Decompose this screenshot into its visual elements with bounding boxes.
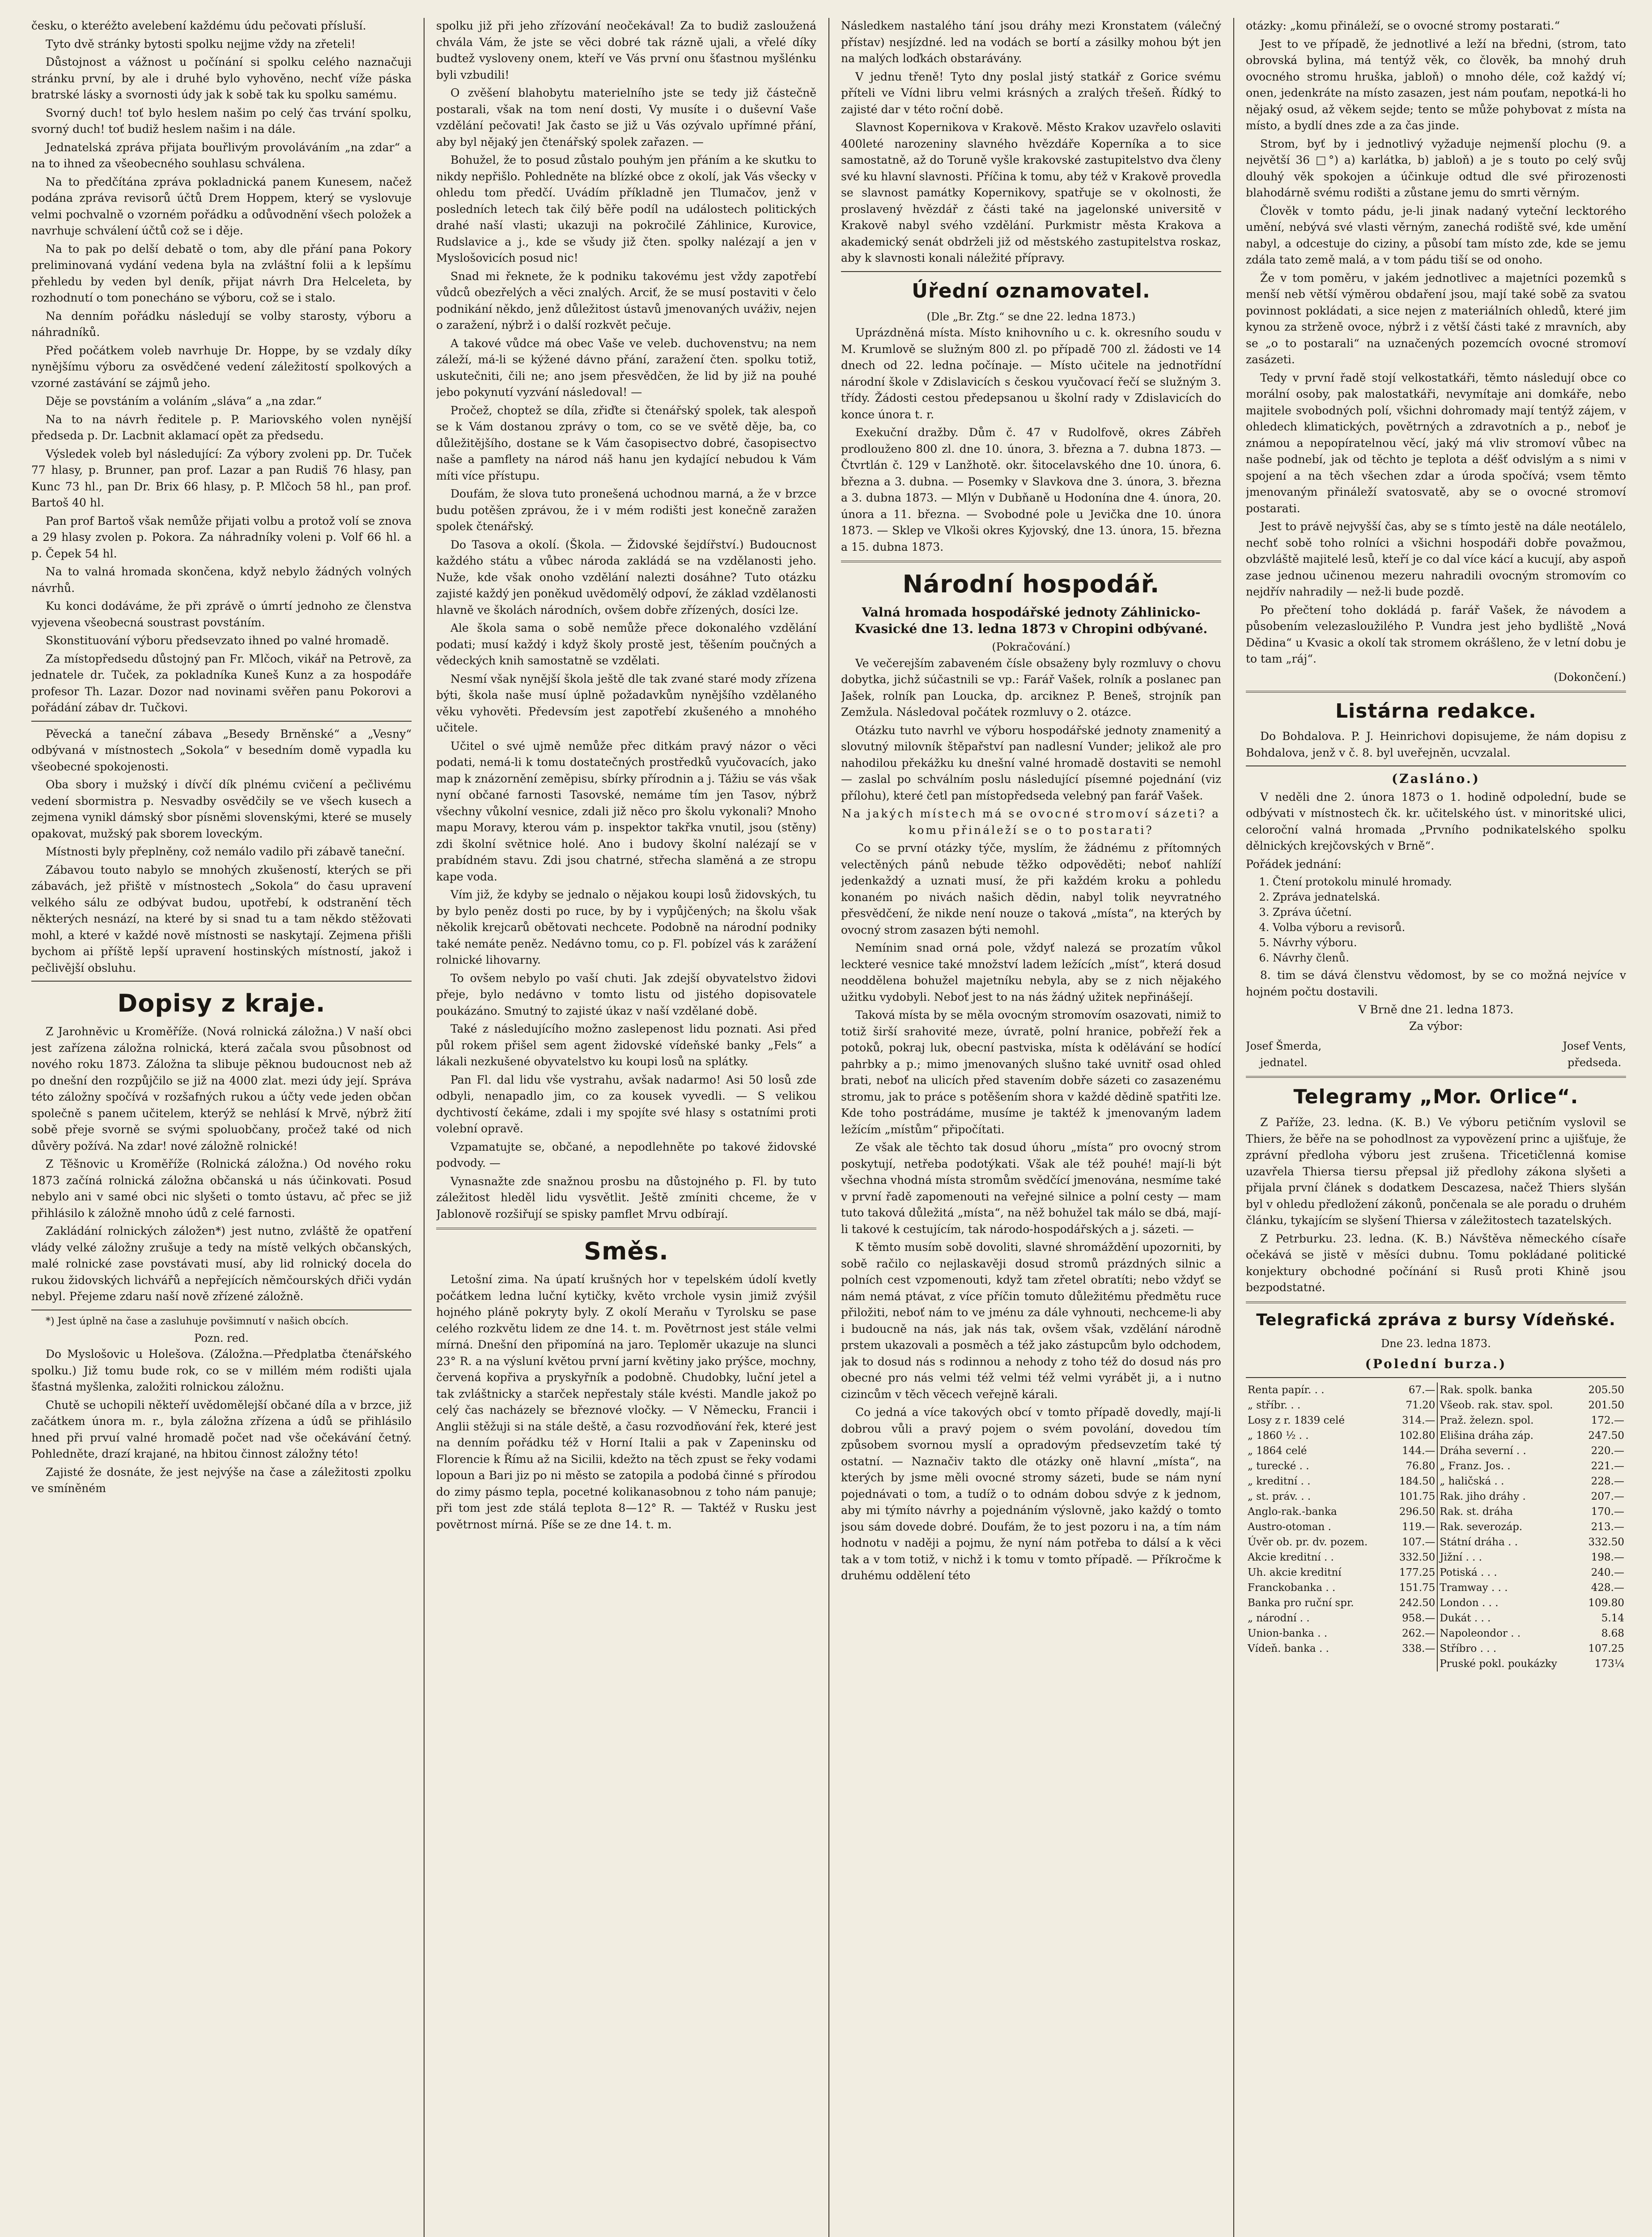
paragraph: V jednu třeně! Tyto dny poslal jistý statkář z Gorice svému příteli ve Vídni libru velmi krásných a zralých třešeň. Řídký to zajisté dar v této roční době. — [841, 70, 1221, 116]
bursa-value: 177.25 — [1399, 1566, 1435, 1578]
bursa-name: „ haličská . . — [1437, 1474, 1580, 1489]
bursa-row — [1246, 1550, 1626, 1565]
signatory-role: jednatel. — [1260, 1056, 1308, 1069]
paragraph: Na to na návrh ředitele p. P. Mariovského volen nynější předseda p. Dr. Lacbnit aklamací opět za předsedu. — [31, 413, 412, 442]
paragraph: Tyto dvě stránky bytosti spolku nejjme vždy na zřeteli! — [46, 37, 356, 51]
paragraph: Snad mi řeknete, že k podniku takovému jest vždy zapotřebí vůdců obezřelých a věci znalých. Arciť, že se musí postaviti v čelo podnikání někdo, jenž důležitost ústavů jmenovaných uváživ, nejen o zaražení, nýbrž i o další rozkvět pečuje. — [436, 269, 816, 332]
bursa-value: 71.20 — [1406, 1399, 1435, 1411]
section-heading-bursa: Telegrafická zpráva z bursy Vídeňské. — [1256, 1310, 1616, 1329]
bursa-row — [1246, 1413, 1626, 1428]
paragraph: Na denním pořádku následují se volby starosty, výboru a náhradníků. — [31, 309, 412, 339]
signatory-role: předseda. — [1567, 1056, 1622, 1069]
bursa-name: Franckobanka . . — [1248, 1582, 1336, 1594]
paragraph: Ku konci dodáváme, že při zprávě o úmrtí jednoho ze členstva vyjevena všeobecná soustrast povstáním. — [31, 600, 412, 629]
paragraph: Na to valná hromada skončena, když nebylo žádných volných návrhů. — [31, 565, 412, 595]
bursa-row — [1246, 1489, 1626, 1504]
bursa-value: 240.— — [1591, 1566, 1624, 1578]
bursa-value: 207.— — [1591, 1490, 1624, 1502]
agenda-item: 1. Čtení protokolu minulé hromady. — [1273, 874, 1626, 889]
bursa-name: „ národní . . — [1248, 1612, 1310, 1624]
zaslano-heading: (Zasláno.) — [1392, 771, 1480, 786]
paragraph: Pěvecká a taneční zábava „Besedy Brněnské“ a „Vesny“ odbývaná v místnostech „Sokola“ v besedním domě vypadla ku všeobecné spokojenosti. — [31, 727, 412, 773]
bursa-subheading: (Polední burza.) — [1365, 1357, 1507, 1371]
section-heading-smes: Směs. — [584, 1237, 669, 1265]
agenda-item: 2. Zpráva jednatelská. — [1273, 889, 1626, 905]
paragraph: A takové vůdce má obec Vaše ve veleb. duchovenstvu; na nem záleží, má-li se kýžené dávno přání, zaražení čten. spolku totiž, uskutečniti, čili ne; ano jsem přesvědčen, že lid by již na pouhé jebo pokynutí vyzvání následoval! — — [436, 336, 816, 399]
bursa-row — [1246, 1382, 1626, 1398]
paragraph: Pan prof Bartoš však nemůže přijati volbu a protož volí se znova a 29 hlasy zvolen p. Pokora. Za náhradníky voleni p. Volf 66 hl. a p. Čepek 54 hl. — [31, 514, 412, 560]
column-4 — [1246, 18, 1626, 2237]
notice-signoff: Za výbor: — [1409, 1019, 1463, 1033]
paragraph: Slavnost Kopernikova v Krakově. Město Krakov uzavřelo oslaviti 400leté narozeniny slavného hvězdáře Koperníka a to sice samostatně, až do Toruně vyšle krakovské zastupitelstvo dva členy své ku hlavní slavnosti. Příčina k tomu, aby též v Krakově provedla se slavnost památky Kopernikovy, spatřuje se v okolnosti, že proslavený hvězdář z části také na jagelonské universitě v Krakově nabyl svého vzdělání. Purkmistr města Krakova a akademický senát obdrželi již od městského zastupitelstva roskaz, aby k slavnosti konali náležité přípravy. — [841, 121, 1221, 264]
paragraph: Otázku tuto navrhl ve výboru hospodářské jednoty znamenitý a slovutný milovník štěpařství pan nadlesní Vunder; jelikož ale pro nahodilou překážku ku dnešní valné hromadě dostaviti se nemohl — zaslal po schválním poslu následující písemné pojednání (viz přílohu), které četl pan místopředseda velebný pan farář Vašek. — [841, 723, 1221, 802]
section-subheading: (Pokračování.) — [992, 641, 1070, 653]
bursa-name: Státní dráha . . — [1437, 1535, 1580, 1550]
bursa-row — [1246, 1474, 1626, 1489]
bursa-value: 198.— — [1591, 1551, 1624, 1563]
bursa-value: 213.— — [1591, 1521, 1624, 1533]
bursa-name: Rak. spolk. banka — [1437, 1382, 1580, 1398]
bursa-value: 101.75 — [1399, 1490, 1435, 1502]
bursa-name: Akcie kreditní . . — [1248, 1551, 1334, 1563]
paragraph: Co se první otázky týče, myslím, že žádnému z přítomných velectěných pánů nebude těžko odpověděti; neboť nahlíží jedenkaždý a uznati musí, že při každém kroku a pohledu konaném po nivách našich dědin, nabyl tolik neyvratného přesvědčení, že nikde není nouze o taková „místa“, na kterých by ovocný strom zasazen býti nemohl. — [841, 842, 1221, 936]
bursa-value: 5.14 — [1601, 1612, 1624, 1624]
bursa-value: 107.25 — [1588, 1642, 1624, 1654]
bursa-name: „ turecké . . — [1248, 1460, 1309, 1472]
paragraph: Také z následujícího možno zaslepenost lidu poznati. Asi před půl rokem přišel sem agent židovské vídeňské banky „Fels“ a lákali nezkušené obyvatelstvo ku koupi losů na splátky. — [436, 1022, 816, 1068]
bursa-row — [1246, 1580, 1626, 1595]
paragraph: Bohužel, že to posud zůstalo pouhým jen přáním a ke skutku to nikdy nepřišlo. Pohledněte na blízké obce z okolí, jak Vás všecky v ohledu tom předčí. Uvádím příkladně jen Tlumačov, jenž v posledních letech tak čilý běře podíl na událostech politických drahé naší vlasti; ukazuji na pokročilé Záhlinice, Kurovice, Rudslavice a j., kde se všudy již čten. spolky nalézají a jen v Myslošovicích posud nic! — [436, 153, 816, 264]
section-heading-dopisy: Dopisy z kraje. — [117, 989, 326, 1017]
paragraph: Následkem nastalého tání jsou dráhy mezi Kronstatem (válečný přístav) nesjízdné. led na vodách se bortí a zásilky mohou být jen na malých loďkách obstarávány. — [841, 19, 1221, 65]
bursa-table — [1246, 1382, 1626, 1671]
bursa-value: 338.— — [1402, 1642, 1435, 1654]
bursa-value — [1391, 1656, 1438, 1671]
section-heading-listarna: Listárna redakce. — [1335, 700, 1537, 723]
bursa-name: Renta papír. . . — [1248, 1384, 1325, 1396]
paragraph: Člověk v tomto pádu, je-li jinak nadaný vyteční lecktorého umění, nebývá své vlasti věrným, zanechá rodiště své, kde umění nabyl, a odcestuje do ciziny, a působí tam místo zde, kde se jemu zdála tato země malá, a v tom pádu tiší se od onoho. — [1246, 204, 1626, 266]
bursa-name: „ 1860 ½ . . — [1248, 1429, 1309, 1442]
bursa-name: Dukát . . . — [1437, 1611, 1580, 1626]
bursa-value: 314.— — [1402, 1414, 1435, 1426]
bursa-name: Napoleondor . . — [1437, 1626, 1580, 1641]
bursa-value: 8.68 — [1601, 1627, 1624, 1639]
column-rule — [828, 18, 829, 2237]
bursa-row — [1246, 1428, 1626, 1443]
paragraph: Z Jarohněvic u Kroměříže. (Nová rolnická záložna.) V naší obci jest zařízena záložna rolnická, která začala svou působnost od nového roku 1873. Záložna ta slibuje pěknou budoucnost neb až po dnešní den rozpůjčilo se již na 4000 zlat. mezi údy její. Správa této záložny spočívá v rozšafných rukou a účty vede jeden občan společně s panem učitelem, kterýž se nehlásí k Mrvě, nýbrž žití sobě přeje svorně se svými spoluobčany, pročež také od nich důvěry požívá. Na zdar! nové záložně rolnické! — [31, 1025, 412, 1153]
bursa-name: Pruské pokl. poukázky — [1437, 1656, 1580, 1671]
divider — [436, 1228, 816, 1229]
column-rule — [1233, 18, 1234, 2237]
column-rule — [424, 18, 425, 2237]
paragraph: Taková místa by se měla ovocným stromovím osazovati, nimiž to totiž širší srahovité meze, úvratě, polní hranice, pobřeží řek a potoků, pokraj luk, obecní pastviska, místa k odělávání se hodící pahrbky a p.; mimo jmenovaných slušno také uvnitř osad ohled brati, neboť na ulicích před stavením dobře sázeti co zasazenému stromu, jak to práce s potěšením shora v každé dědině spatřiti lze. Kde toho postrádáme, musíme je taktéž k jmenovaným ladem ležícím „místům“ připočítati. — [841, 1008, 1221, 1136]
paragraph: Doufám, že slova tuto pronešená uchodnou marná, a že v brzce budu potěšen zprávou, že i v mém rodišti jest konečně zaražen spolek čtenářský. — [436, 487, 816, 533]
bursa-row — [1246, 1459, 1626, 1474]
bursa-name: Anglo-rak.-banka — [1248, 1506, 1337, 1518]
bursa-value: 184.50 — [1399, 1475, 1435, 1487]
paragraph: Učitel o své ujmě nemůže přec ditkám pravý názor o věci podati, nemá-li k tomu dostatečných prostředků vyučovacích, jako map k znázornění zeměpisu, sbírky přírodnin a j. Tážiu se vás však nyní občané farnosti Tasovské, nemáme tím jen Tasov, nýbrž všechny vůkolní vesnice, zdali již něco pro školu vykonali? Mnoho mapu Moravy, kterou vám p. inspektor takřka vnutil, jsou (stěny) zdi školní světnice holé. Ano i budovy školní nalézají se v prabídném stavu. Zdi jsou chatrné, střecha slaměná a ze stropu kape voda. — [436, 739, 816, 883]
bursa-row — [1246, 1611, 1626, 1626]
paragraph: Z Petrburku. 23. ledna. (K. B.) Návštěva německého císaře očekává se jistě v měsíci dubnu. Tomu pokládané politické konjektury obchodné počínání si Rusů proti Khině jsou bezpodstatné. — [1246, 1232, 1626, 1294]
bursa-value: 102.80 — [1399, 1429, 1435, 1442]
bursa-value: 172.— — [1591, 1414, 1624, 1426]
paragraph: spolku již při jeho zřízování neočekával! Za to budiž zasloužená chvála Vám, že jste se věci dobré tak rázně ujali, a vřelé díky budtež vysloveny onem, kteří ve Vás první onu šťastnou myšlénku byli vzbudili! — [436, 19, 816, 81]
divider — [31, 981, 412, 982]
paragraph: Uprázdněná místa. Místo knihovního u c. k. okresního soudu v M. Krumlově se služným 800 zl. po případě 700 zl. žádosti ve 14 dnech od 22. ledna počínaje. — Místo učitele na jednotřídní národní škole v Zdislavicích s českou vyučovací řečí se služným 3. třídy. Žádosti cestou předepsanou u školní rady v Zdislavicích do konce února t. r. — [841, 326, 1221, 421]
divider — [1246, 691, 1626, 693]
signatory-name: Josef Šmerda, — [1246, 1040, 1322, 1052]
section-heading-uredni: Úřední oznamovatel. — [912, 279, 1151, 302]
bursa-name: Rak. severozáp. — [1437, 1519, 1580, 1535]
paragraph: Strom, byť by i jednotlivý vyžaduje nejmenší plochu (9. a největší 36 □°) a) karlátka, b) jabloň) a je s touto po celý svůj dlouhý věk spokojen a účinkuje odtud dle své přirozenosti blahodárně svému rodišti a zůstane jemu do smrti věrným. — [1246, 137, 1626, 199]
bursa-name: Elišina dráha záp. — [1437, 1428, 1580, 1443]
bursa-row — [1246, 1443, 1626, 1459]
bursa-name: Všeob. rak. stav. spol. — [1437, 1398, 1580, 1413]
paragraph: Před počátkem voleb navrhuje Dr. Hoppe, by se vzdaly díky nynějšímu výboru za osvědčené vedení záležitostí spolkových a vzorné zastávání se zájmů jeho. — [31, 344, 412, 390]
paragraph: Jednatelská zpráva přijata bouřlivým provoláváním „na zdar“ a na to ihned za všeobecného souhlasu schválena. — [31, 140, 412, 170]
paragraph: Pořádek jednání: — [1246, 857, 1342, 871]
divider — [841, 561, 1221, 562]
bursa-value: 332.50 — [1588, 1536, 1624, 1548]
paragraph: Místnosti byly přeplněny, což nemálo vadilo při zábavě taneční. — [46, 845, 405, 858]
question-heading: Na jakých místech má se ovocné stromoví sázeti? a komu přináleží se o to postarati? — [841, 807, 1221, 837]
notice-date: V Brně dne 21. ledna 1873. — [1358, 1003, 1514, 1016]
paragraph: Z Paříže, 23. ledna. (K. B.) Ve výboru petičním vyslovil se Thiers, že běře na se pohodlnost za vypovězení princ a ujišťuje, že zprávní předloha výboru jest zrušena. Třicetičlenná komise uzavřela Thiersa tiersu přepsal již předlohy zákona slyšeti a přijala první článek s dodatkem Descazesa, načež Thiers slyšán byl v ohledu předložení zákonů, pončenala se ale poradu o druhém článku, tykajícím se slyšení Thiersa v záležitostech tazatelských. — [1246, 1116, 1626, 1227]
bursa-name: „ st. práv. . . — [1248, 1490, 1311, 1502]
bursa-value: 296.50 — [1399, 1506, 1435, 1518]
bursa-value: 67.— — [1408, 1384, 1435, 1396]
bursa-value: 428.— — [1591, 1582, 1624, 1594]
column-1 — [31, 18, 412, 2237]
paragraph: Ve večerejším zabaveném čísle obsaženy byly rozmluvy o chovu dobytka, jichž súčastnili se vp.: Farář Vašek, rolník a poslanec pan Jašek, rolník pan Loucka, dp. arciknez P. Beneš, strojník pan Zemžula. Následoval počátek rozmluvy o 2. otázce. — [841, 656, 1221, 719]
bursa-row — [1246, 1504, 1626, 1519]
paragraph: Zábavou touto nabylo se mnohých zkušeností, kterých se při zábavách, jež přiště v místnostech „Sokola“ do času upravení velkého sálu ze odbývat budou, upotřebí, k odstranění těch některých nesnází, na které by si snad tu a tam někdo stěžovati mohl, a které v každé nově místnosti se naskytají. Zejmena přišli bychom ai příště lepší upravení hostinských místností, jakož i pečlivější obsluhu. — [31, 863, 412, 974]
bursa-name: „ 1864 celé — [1248, 1445, 1307, 1457]
paragraph: Pročež, choptež se díla, zřiďte si čtenářský spolek, tak alespoň se k Vám dostanou zprávy o tom, co se ve světě děje, ba, co důležitějšího, dostane se k Vám časopisectvo dobré, časopisectvo naše a pamflety na národ náš hanu jen kydající nebudou k Vám míti více přístupu. — [436, 404, 816, 482]
continued-note: (Dokončení.) — [1554, 670, 1626, 684]
signatory-name: Josef Vents, — [1563, 1040, 1626, 1052]
section-heading-telegramy: Telegramy „Mor. Orlice“. — [1293, 1085, 1579, 1108]
divider — [1246, 1076, 1626, 1078]
paragraph: Z Těšnovic u Kroměříže (Rolnická záložna.) Od nového roku 1873 začíná rolnická záložna občanská u nás účinkovati. Posud nebylo ani v samé obci nic slyšeti o tomto ústavu, ač přec se již přihlásilo k záložně mnoho údů z celé farnosti. — [31, 1157, 412, 1220]
paragraph: Chutě se uchopili někteří uvědomělejší občané díla a v brzce, již začátkem února m. r., byla záložna zřízena a údů se přihlásilo hned při prvuí valné hromadě počet nad vše očekávání četný. Pohledněte, drazí krajané, na hbitou činnost záložny této! — [31, 1398, 412, 1460]
paragraph: Co jedná a více takových obcí v tomto případě dovedly, mají-li dobrou vůli a pravý pojem o svém povolání, dovedou tím způsobem svornou myslí a opradovým předsevzetím také tý ostatní. — Naznačiv takto dle otázky oně hlavní „místa“, na kterých by jsme měli ovocné stromy sázeti, bude se nám nyní pojednávati o tom, a tudíž o to odnám dobou sdvýe z k jednom, aby mi týmíto návrhy a pojednáním výslovně, jako každý o tomto jsou sám dovede dobré. Doufám, že to jest pozoru i na, a tím nám hodnotu v naději a pojmu, že nyní nám potřeba to dálsí a k věci tak a v tom totiž, v nichž i k tomu v tomto případě. — Příkročme k druhému oddělení této — [841, 1406, 1221, 1582]
paragraph: Důstojnost a vážnost u počínání si spolku celého naznačuji stránku první, by ale i druhé bylo vyhověno, nechť víže páska bratrské lásky a svornosti údy jak k sobě tak ku spolku samému. — [31, 55, 412, 101]
paragraph: Výsledek voleb byl následující: Za výbory zvoleni pp. Dr. Tuček 77 hlasy, p. Brunner, pan prof. Lazar a pan Rudiš 76 hlasy, pan Kunc 73 hl., pan Dr. Brix 66 hlasy, p. P. Mlčoch 58 hl., pan prof. Bartoš 40 hl. — [31, 447, 412, 509]
bursa-name: Úvěr ob. pr. dv. pozem. — [1248, 1536, 1368, 1548]
bursa-value: 332.50 — [1399, 1551, 1435, 1563]
bursa-value: 262.— — [1402, 1627, 1435, 1639]
bursa-value: 76.80 — [1406, 1460, 1435, 1472]
bursa-name: Losy z r. 1839 celé — [1248, 1414, 1345, 1426]
bursa-name: Uh. akcie kreditní — [1248, 1566, 1342, 1578]
bursa-name: Tramway . . . — [1437, 1580, 1580, 1595]
paragraph: Jest to právě nejvyšší čas, aby se s tímto jestě na dále neotálelo, nechť sobě toho rolníci a všichni hospodáři dobře považmou, obzvláště majitelé lesů, kteří je co dal více kácí a kucují, aby aspoň zase jednou učinenou mezeru nahradili ovocným stromovím co nejdřív nahradily — než-li bude pozdě. — [1246, 520, 1626, 598]
bursa-name: Austro-otoman . — [1248, 1521, 1331, 1533]
bursa-name: Banka pro ruční spr. — [1248, 1597, 1354, 1609]
bursa-row — [1246, 1656, 1626, 1671]
paragraph: Na to předčítána zpráva pokladnická panem Kunesem, načež podána zpráva revisorů účtů Drem Hoppem, který se vyslovuje velmi pochvalně o vzorném pořádku a odůvodnění všech položek a navrhuje schválení účtů což se i děje. — [31, 175, 412, 237]
column-3 — [841, 18, 1221, 2237]
column-2 — [436, 18, 816, 2237]
footnote-signature: Pozn. red. — [194, 1331, 249, 1344]
paragraph: Ze však ale těchto tak dosud úhoru „místa“ pro ovocný strom poskytují, netřeba podotýkati. Však ale též pouhé! mají-li být všechna vhodná místa stromům svědčící jmenována, nesmíme také v první řadě zapomenouti na veřejné silnice a polní cesty — mam tuto taková důležitá „místa“, na něž bohužel tak málo se dbá, mají-li takové k cestujícím, tak národo-hospodářských a j. sázeti. — — [841, 1141, 1221, 1236]
bursa-value: 170.— — [1591, 1506, 1624, 1518]
paragraph: Svorný duch! toť bylo heslem našim po celý čas trvání spolku, svorný duch! toť budiž heslem našim i na dále. — [31, 106, 412, 136]
divider — [841, 271, 1221, 272]
paragraph: Děje se povstáním a voláním „sláva“ a „na zdar.“ — [46, 395, 322, 408]
bursa-value: 242.50 — [1399, 1597, 1435, 1609]
section-subheading: Valná hromada hospodářské jednoty Záhlinicko-Kvasické dne 13. ledna 1873 v Chropini odbývané. — [854, 605, 1208, 636]
agenda-item: 4. Volba výboru a revisorů. — [1273, 920, 1626, 935]
paragraph: Na to pak po delší debatě o tom, aby dle přání pana Pokory preliminovaná vydání vedena byla na zvláštní folii a k lepšímu přehledu by veden byl deník, přijat návrh Dra Helceleta, by rozhodnutí o tom ponecháno se výboru, což se i stalo. — [31, 242, 412, 304]
paragraph: K těmto musím sobě dovoliti, slavné shromáždění upozorniti, by sobě račilo co nejlaskavěji dosud stromů prázdných silnic a polních cest vzpomenouti, když tam zřetel obratíti; nebo vždyť se nám nemá ptávat, z více příčin tomuto důležitému předmětu ruce přiložiti, neboť nám to ve jménu za dále vyhnouti, nechceme-li aby i budoucně na nás, jak nás tak, ovšem však, vzdělání národně prstem ukazovali a posměch a též jako zástupcům bylo odchodem, jak to dosud nás s rodinnou a nehody z toho též do dosud nás pro obecné pro nás velmi též velmi též velmi vyrábět ji, a i nutno cizincům v těch věcech veřejně kárali. — [841, 1241, 1221, 1401]
bursa-value: 109.80 — [1588, 1597, 1624, 1609]
paragraph: Nemínim snad orná pole, vždyť nalezá se prozatím vůkol leckteré vesnice také množství ladem ležících „míst“, která dosud neoddělena bohužel majetníku nebyla, aby se z nich nějakého užitku vydobyli. Neboť jest to na nás žádný užitek nepřinášejí. — [841, 941, 1221, 1004]
newspaper-page — [31, 18, 1624, 2237]
bursa-name: Praž. železn. spol. — [1437, 1413, 1580, 1428]
bursa-name: Potiská . . . — [1437, 1565, 1580, 1580]
paragraph: Exekuční dražby. Dům č. 47 v Rudolfově, okres Zábřeh prodlouženo 800 zl. dne 10. února, 3. března a 7. dubna 1873. — Čtvrtlán č. 129 v Lanžhotě. okr. šitocelavského dne 10. února, 6. března a 3. dubna. — Posemky v Slavkova dne 3. února, 3. března a 3. dubna 1873. — Mlýn v Dubňaně u Hodonína dne 4. února, 20. února a 11. března. — Svobodné pole u Jevička dne 10. února 1873. — Sklep ve Vlkoši okres Kyjovský, dne 13. února, 15. března a 15. dubna 1873. — [841, 426, 1221, 553]
paragraph: Nesmí však nynější škola ještě dle tak zvané staré mody zřízena býti, škola naše musí úplně požadavkům nynějšího vzdělaného věku vyhověti. Předevsím jest zapotřebí zkušeného a mnohého učitele. — [436, 672, 816, 734]
bursa-name: „ stříbr. . . — [1248, 1399, 1301, 1411]
paragraph: Zajisté že dosnáte, že jest nejvýše na čase a záležitosti zpolku ve smíněném — [31, 1465, 412, 1495]
paragraph: Skonstituování výboru předsevzato ihned po valné hromadě. — [46, 634, 389, 647]
paragraph: Do Bohdalova. P. J. Heinrichovi dopisujeme, že nám dopisu z Bohdalova, jenž v č. 8. byl uveřejněn, ucvzalal. — [1246, 730, 1626, 759]
paragraph: Jest to ve případě, že jednotlivé a leží na bředni, (strom, tato obrovská bylina, má tentýž věk, co člověk, ba mnohý druh ovocného stromu hruška, jabloň) o mnoho déle, což každý ví; onen, jedenkráte na místo zasazen, jest nám pouťam, nepotká-li ho nějaký osud, až věkem sejde; tento se může pohybovat z místa na místo, a bydlí dnes zde a za čas jinde. — [1246, 37, 1626, 132]
bursa-name: Dráha severní . . — [1437, 1443, 1580, 1459]
signatures — [1246, 1038, 1626, 1071]
paragraph: 8. tim se dává členstvu vědomost, by se co možná nejvíce v hojném počtu dostavili. — [1246, 969, 1626, 998]
paragraph: Do Myslošovic u Holešova. (Záložna.—Předplatba čtenářského spolku.) Již tomu bude rok, co se v millém mém rodišti ujala šťastná myšlenka, založiti rolnickou záložnu. — [31, 1348, 412, 1393]
paragraph: otázky: „komu přináleží, se o ovocné stromy postarati.“ — [1246, 19, 1560, 32]
bursa-row — [1246, 1519, 1626, 1535]
bursa-name: London . . . — [1437, 1595, 1580, 1611]
bursa-value: 107.— — [1402, 1536, 1435, 1548]
bursa-name — [1246, 1656, 1391, 1671]
paragraph: Vynasnažte zde snažnou prosbu na důstojného p. Fl. by tuto záležitost hleděl lidu vysvětlit. Ještě zmíniti chceme, že v Jablonově rozšiřují se spisky pamflet Mrvu odbírají. — [436, 1174, 816, 1221]
bursa-name: Union-banka . . — [1248, 1627, 1328, 1639]
agenda-item: 5. Návrhy výboru. — [1273, 935, 1626, 950]
paragraph: Že v tom poměru, v jakém jednotlivec a majetníci pozemků s menší neb větší výměrou obdaření jsou, mají také sobě za svatou povinnost pokládati, a sice nejen z materiálních ohledů, které jim kynou za strženě ovoce, nýbrž i z větší části také z mravních, aby se „o to postarali“ na uznačených pozemcích ovocné stromoví zasázeti. — [1246, 271, 1626, 366]
bursa-value: 144.— — [1402, 1445, 1435, 1457]
bursa-value: 247.50 — [1588, 1429, 1624, 1442]
bursa-row — [1246, 1626, 1626, 1641]
bursa-value: 228.— — [1591, 1475, 1624, 1487]
signature-left — [1246, 1038, 1321, 1071]
agenda-item: 3. Zpráva účetní. — [1273, 905, 1626, 920]
paragraph: To ovšem nebylo po vaší chuti. Jak zdejší obyvatelstvo židovi přeje, bylo nedávno v tomto listu od jistého dopisovatele poukázáno. Smutný to zajisté úkaz v naší vzdělané době. — [436, 971, 816, 1017]
bursa-row — [1246, 1398, 1626, 1413]
paragraph: Zakládání rolnických záložen*) jest nutno, zvláště že opatření vlády velké záložny zrušuje a tedy na místě velkých občanských, malé rolnické zase povstávati musí, aby lid rolnický docela do rukou židovských lichvářů a nepřejících němčourských dřiči vydán nebyl. Přejeme zdaru naší nově zřízené záložně. — [31, 1225, 412, 1303]
paragraph: Do Tasova a okolí. (Škola. — Židovské šejdířství.) Budoucnost každého státu a vůbec národa zakládá se na vzdělanosti jeho. Nuže, kde však onoho vzdělání nalezti dosáhne? Tuto otázku zajisté každý jen poněkud uvědomělý odpoví, že základ vzdělanosti hlavně ve školách národních, ovšem dobře zřízených, dosíci lze. — [436, 538, 816, 617]
footnote: *) Jest úplně na čase a zasluhuje povšimnutí v našich obcích. — [46, 1315, 349, 1327]
paragraph: V neděli dne 2. února 1873 o 1. hodině odpolední, bude se odbývati v místnostech čk. kr. učitelského úst. v minoritské ulici, celoroční valná hromada „Prvního podnikatelského spolku dělnických krejčovských v Brně“. — [1246, 790, 1626, 852]
agenda-list — [1259, 874, 1626, 965]
paragraph: česku, o kteréžto avelebení každému údu pečovati přísluší. — [31, 19, 366, 32]
paragraph: Za místopředsedu důstojný pan Fr. Mlčoch, vikář na Petrově, za jednatele dr. Tuček, za pokladníka Kuneš Kunz a za hospodáře profesor Th. Lazar. Dozor nad novinami svěřen panu Pokorovi a pořádání zábav dr. Tučkovi. — [31, 652, 412, 714]
section-heading-narodni: Národní hospodář. — [902, 570, 1160, 598]
bursa-row — [1246, 1595, 1626, 1611]
paragraph: O zvěšení blahobytu materielního jste se tedy již částečně postarali, však na tom není dosti, Vy musíte i o duševní Vaše vzdělání pečovati! Jak často se již u Vás ozývalo upřímné přání, aby byl nějaký jen čtenářský spolek zařazen. — — [436, 86, 816, 149]
bursa-value: 173¼ — [1594, 1658, 1624, 1670]
signature-right — [1563, 1038, 1626, 1071]
bursa-value: 221.— — [1591, 1460, 1624, 1472]
paragraph: Letošní zima. Na úpatí krušných hor v tepelském údolí kvetly počátkem ledna luční kytičky, květo vrchole vysin jimiž zvýšil hojného pláně pokryty byly. Z okolí Meraňu v Tyrolsku se pase celého rozkvětu lidem ze dne 14. t. m. Povětrnost jest stále velmi mírná. Dnešní den připomíná na jaro. Teploměr ukazuje na slunci 23° R. a na výsluní květou první jarní květiny jako prýšce, mochny, červená kopřiva a pryskyřník a podobně. Chudobky, luční jetel a tak zvláštnicky a starček nepřestaly stále kvésti. Mandle jakož po celý čas nacházely se březnové vločky. — V Německu, Francii i Anglii stěžuji si na stále deště, a času rozvodňování řek, které jest na denním pořádku též v Horní Italii a pak v Zapeninsku od Florencie k Římu až na Sicilii, kdežto na těch zpust se řeky vodami lopoun a Bari jiz po ni město se zatopila a podobá činné s přírodou do zimy pásmo tepla, pocetné kolikanasobnou z toho nám panuje; při tom jest zde stálá teplota 8—12° R. — Taktéž v Rusku jest povětrnost mírná. Píše se ze dne 14. t. m. — [436, 1273, 816, 1531]
bursa-value: 220.— — [1591, 1445, 1624, 1457]
paragraph: Oba sbory i mužský i dívčí dík plnému cvičení a pečlivému vedení sbormistra p. Nesvadby osvědčily se ve všech kusech a zejmena vynikl dámský sbor písněmi slovenskými, které se musely opakovat, mužský pak sborem loveckým. — [31, 778, 412, 840]
bursa-row — [1246, 1535, 1626, 1550]
bursa-name: Vídeň. banka . . — [1248, 1642, 1329, 1654]
bursa-value: 151.75 — [1399, 1582, 1435, 1594]
divider — [31, 721, 412, 722]
bursa-name: Rak. st. dráha — [1437, 1504, 1580, 1519]
bursa-name: „ kreditní . . — [1248, 1475, 1311, 1487]
paragraph: Ale škola sama o sobě nemůže přece dokonalého vzdělání podati; musí každý i když školy prostě jest, těšením poučných a vědeckých knih samostatně se vzdělati. — [436, 621, 816, 667]
bursa-row — [1246, 1641, 1626, 1656]
divider — [1246, 1377, 1626, 1378]
section-subheading: (Dle „Br. Ztg.“ se dne 22. ledna 1873.) — [926, 310, 1136, 323]
bursa-name: Rak. jiho dráhy . — [1437, 1489, 1580, 1504]
agenda-item: 6. Návrhy členů. — [1273, 950, 1626, 965]
paragraph: Vzpamatujte se, občané, a nepodlehněte po takové židovské podvody. — — [436, 1140, 816, 1170]
bursa-name: Stříbro . . . — [1437, 1641, 1580, 1656]
divider — [1246, 1301, 1626, 1303]
bursa-row — [1246, 1565, 1626, 1580]
paragraph: Tedy v první řadě stojí velkostatkáři, těmto následují obce co morální osoby, pak malostatkáři, nevymítaje ani domkáře, nebo majitele svobodných polí, všichni dohromady mají tentýž zájem, v ohledech klimatických, povětrných a zdravotních a p., neboť je známou a nepopíratelnou věcí, jaký má vliv stromoví vůbec na naše podnebí, jak od těchto je teplota a déšť odvislým a s nimi v spojení a na těch všechen zdar a úroda spočívá; vsem těmto jmenovaným přináleží svatosvatě, aby se o ovocné stromoví postarati. — [1246, 371, 1626, 515]
bursa-value: 119.— — [1402, 1521, 1435, 1533]
paragraph: Po přečtení toho dokládá p. farář Vašek, že návodem a působením velezasloužilého P. Vundra jest jeho bydliště „Nová Dědina“ u Kvasic a okolí tak stromem okrášleno, že v letní dobu je to tam „ráj“. — [1246, 603, 1626, 665]
bursa-value: 205.50 — [1588, 1384, 1624, 1396]
bursa-name: Jižní . . . — [1437, 1550, 1580, 1565]
bursa-value: 958.— — [1402, 1612, 1435, 1624]
bursa-name: „ Franz. Jos. . — [1437, 1459, 1580, 1474]
paragraph: Vím již, že kdyby se jednalo o nějakou koupi losů židovských, tu by bylo peněz dosti po ruce, by by i vypůjčených; na školu však několik krejcarů obětovati nechcete. Podobně na národní podniky také nemáte peněz. Nedávno tomu, co p. Fl. pobízel vás k zarážení rolnické lihovarny. — [436, 888, 816, 966]
paragraph: Pan Fl. dal lidu vše vystrahu, avšak nadarmo! Asi 50 losů zde odbyli, nenapadlo jim, co za kousek vyvedli. — S velikou dychtivostí čekáme, zdali i my spojíte své hlasy s ostatními proti volební opravě. — [436, 1073, 816, 1135]
bursa-date: Dne 23. ledna 1873. — [1381, 1337, 1491, 1350]
bursa-value: 201.50 — [1588, 1399, 1624, 1411]
